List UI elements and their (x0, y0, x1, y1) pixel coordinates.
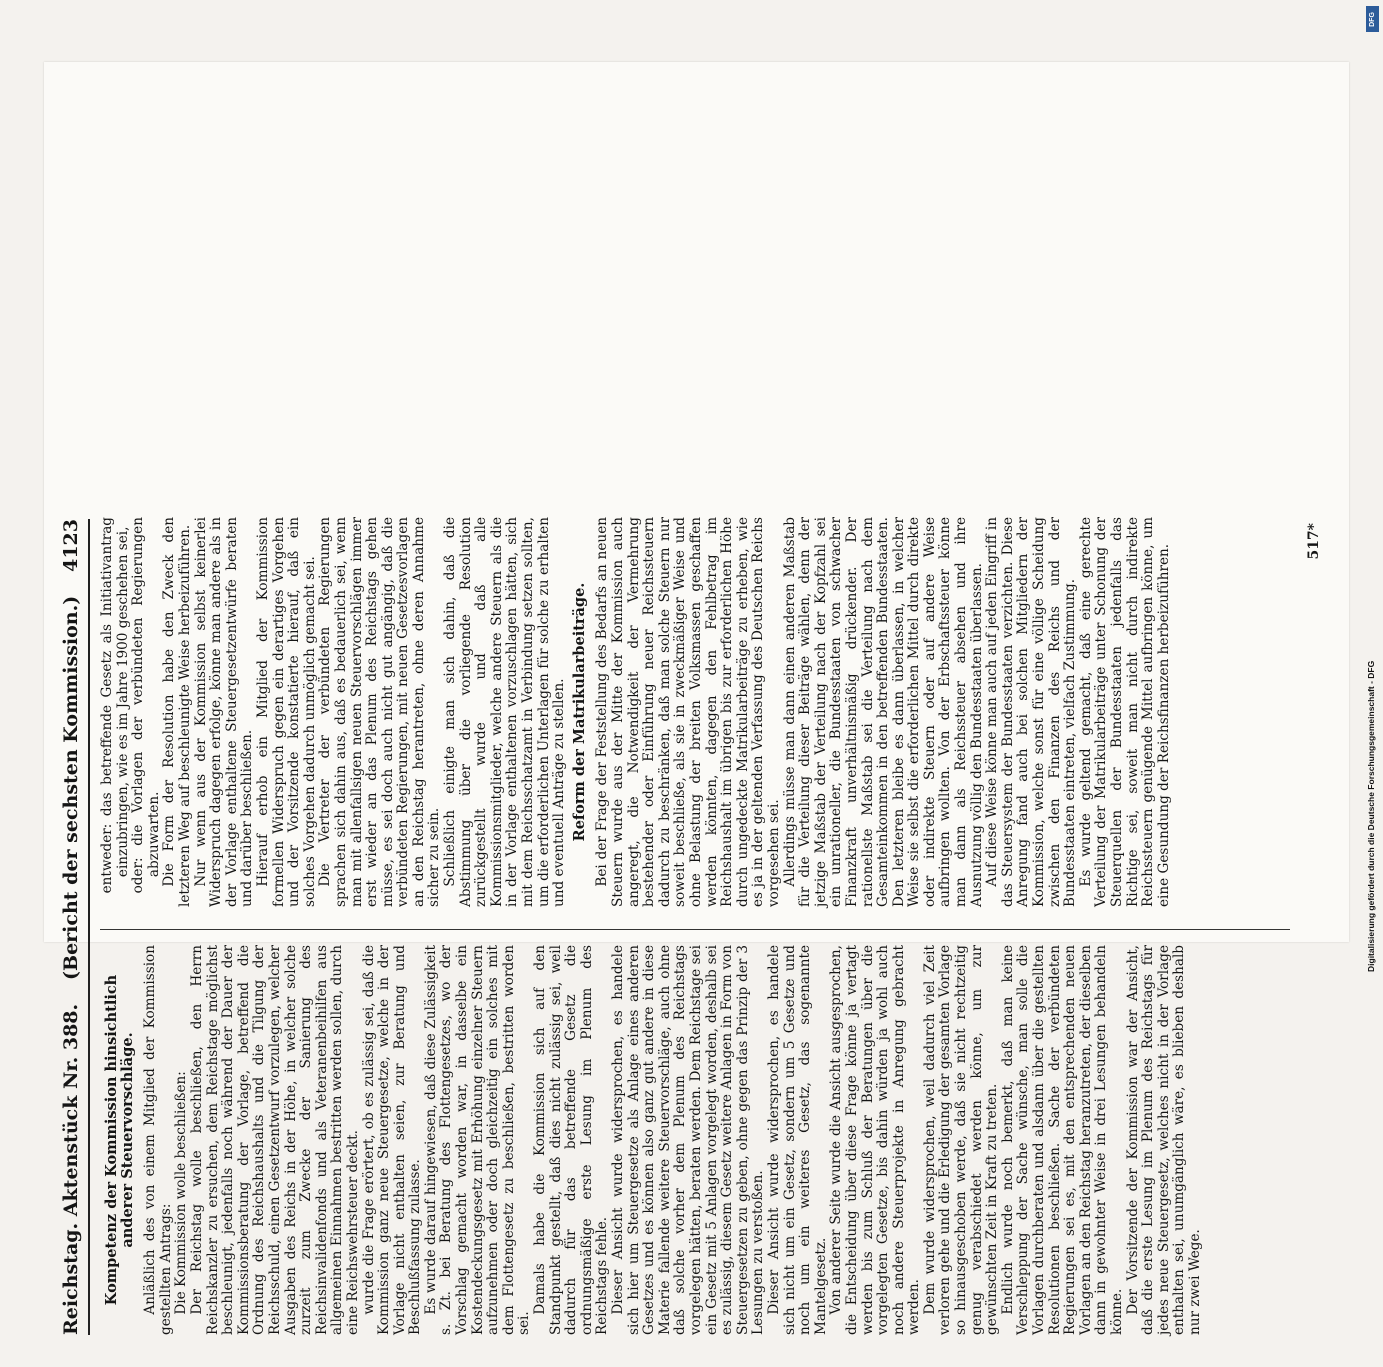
paragraph: wurde die Frage erörtert, ob es zulässig sei, daß die Kommission ganz neue Steuergesetze, welche in der Vorlage nicht enthalten seien, zur Beratung und Beschlußfassung zulasse. (360, 945, 424, 1335)
paragraph: entweder: das betreffende Gesetz als Initiativantrag einzubringen, wie es im Jahre 1900 geschehen sei, (99, 517, 131, 894)
right-column (100, 517, 1172, 907)
paragraph: Auf diese Weise könne man auch auf jeden Eingriff in das Steuersystem der Bundesstaaten verzichten. Diese Anregung fand auch bei solchen Mitgliedern der Kommission, welche sonst für eine völlige Scheidung zwischen den Finanzen des Reichs und der Bundesstaaten eintreten, vielfach Zustimmung. (984, 517, 1079, 907)
side-note (1366, 32, 1378, 972)
paragraph: Schließlich einigte man sich dahin, daß die Abstimmung über die vorliegende Resolution zurückgestellt wurde und daß alle Kommissionsmitglieder, welche andere Steuern als die in der Vorlage enthaltenen vorzuschlagen hätten, sich mit dem Reichsschatzamt in Verbindung setzen sollten, um die erforderlichen Unterlagen für solche zu erhalten und eventuell Anträge zu stellen. (442, 517, 568, 907)
paragraph: Die Form der Resolution habe den Zweck den letzteren Weg auf beschleunigte Weise herbeizuführen. (161, 517, 193, 907)
paragraph: Die Vertreter der verbündeten Regierungen sprachen sich dahin aus, daß es bedauerlich sei, wenn man mit allenfallsigen neuen Steuervorschlägen immer erst wieder an das Plenum des Reichstags gehen müsse, es sei doch auch nicht gut angängig, daß die verbündeten Regierungen, mit neuen Gesetzesvorlagen an den Reichstag herantreten, ohne deren Annahme sicher zu sein. (317, 517, 443, 907)
paragraph: Dieser Ansicht wurde widersprochen, es handele sich hier um Steuergesetze als Anlage eines anderen Gesetzes und es können also ganz gut andere in diese Materie fallende weitere Steuervorschläge, auch ohne daß solche vorher dem Plenum des Reichstags vorgelegen hätten, beraten werden. Dem Reichstage sei ein Gesetz mit 5 Anlagen vorgelegt worden, deshalb sei es zulässig, diesem Gesetz weitere Anlagen in Form von Steuergesetzen zu geben, ohne gegen das Prinzip der 3 Lesungen zu verstoßen. (610, 945, 767, 1335)
column-divider (100, 929, 1290, 930)
paragraph: Von anderer Seite wurde die Ansicht ausgesprochen, die Entscheidung über diese Frage könne ja vertagt werden bis zum Schluß der Beratungen über die vorgelegten Gesetze, bis dahin würden ja wohl auch noch andere Steuerprojekte in Anregung gebracht werden. (828, 945, 923, 1335)
paragraph: Allerdings müsse man dann einen anderen Maßstab für die Verteilung dieser Beiträge wählen, denn der jetzige Maßstab der Verteilung nach der Kopfzahl sei ein unrationeller, die Bundesstaaten von schwacher Finanzkraft unverhältnismäßig drückender. Der rationellste Maßstab sei die Verteilung nach dem Gesamteinkommen in den betreffenden Bundesstaaten. Den letzteren bleibe es dann überlassen, in welcher Weise sie selbst die erforderlichen Mittel durch direkte oder indirekte Steuern oder auf andere Weise aufbringen wollten. Von der Erbschaftssteuer könne man dann als Reichssteuer absehen und ihre Ausnutzung völlig den Bundesstaaten überlassen. (781, 517, 985, 907)
paragraph: Bei der Frage der Feststellung des Bedarfs an neuen Steuern wurde aus der Mitte der Kommission auch angeregt, die Notwendigkeit der Vermehrung bestehender oder Einführung neuer Reichssteuern dadurch zu beschränken, daß man solche Steuern nur soweit beschließe, als sie in zweckmäßiger Weise und ohne Belastung der breiten Volksmassen geschaffen werden könnten, dagegen den Fehlbetrag im Reichshaushalt im übrigen bis zur erforderlichen Höhe durch ungedeckte Matrikularbeiträge zu erheben, wie es ja in der geltenden Verfassung des Deutschen Reichs vorgesehen sei. (594, 517, 782, 907)
left-column (100, 945, 1204, 1335)
paragraph: Hierauf erhob ein Mitglied der Kommission formellen Widerspruch gegen ein derartiges Vorgehen und der Vorsitzende konstatierte hierauf, daß ein solches Vorgehen dadurch unmöglich gemacht sei. (254, 517, 318, 907)
paragraph: Dieser Ansicht wurde widersprochen, es handele sich nicht um ein Gesetz, sondern um 5 Gesetze und noch um ein weiteres Gesetz, das sogenannte Mantelgesetz. (765, 945, 829, 1335)
page-number: 4123 (60, 519, 82, 572)
paragraph: Anläßlich des von einem Mitglied der Kommission gestellten Antrags: (142, 945, 174, 1335)
page-header (54, 519, 90, 1335)
document-page (44, 62, 1349, 1335)
paragraph: Endlich wurde noch bemerkt, daß man keine Verschleppung der Sache wünsche, man solle die Vorlagen durchberaten und alsdann über die gestellten Resolutionen beschließen. Sache der verbündeten Regierungen sei es, mit den entsprechenden neuen Vorlagen an den Reichstag heranzutreten, der dieselben dann in gewohnter Weise in drei Lesungen behandeln könne. (999, 945, 1125, 1335)
paragraph: Damals habe die Kommission sich auf den Standpunkt gestellt, daß dies nicht zulässig sei, weil dadurch für das betreffende Gesetz die ordnungsmäßige erste Lesung im Plenum des Reichstags fehle. (532, 945, 611, 1335)
paragraph: Es wurde geltend gemacht, daß eine gerechte Verteilung der Matrikularbeiträge unter Schonung der Steuerquellen der Bundesstaaten jedenfalls das Richtige sei, soweit man nicht durch indirekte Reichssteuern genügende Mittel aufbringen könne, um eine Gesundung der Reichsfinanzen herbeizuführen. (1077, 517, 1172, 907)
header-left: Reichstag. Aktenstück Nr. 388. (60, 1003, 82, 1335)
rotated-page-content (44, 487, 1349, 1367)
dfg-logo (1366, 6, 1379, 32)
side-note-text: Digitalisierung gefördert durch die Deutsche Forschungsgemeinschaft - DFG (1366, 660, 1376, 972)
paragraph: Dem wurde widersprochen, weil dadurch viel Zeit verloren gehe und die Erledigung der gesamten Vorlage so hinausgeschoben werde, daß sie nicht rechtzeitig genug verabschiedet werden könne, um zur gewünschten Zeit in Kraft zu treten. (921, 945, 1001, 1335)
paragraph: Es wurde darauf hingewiesen, daß diese Zulässigkeit s. Zt. bei Beratung des Flottengesetzes, wo der Vorschlag gemacht worden war, in dasselbe ein Kostendeckungsgesetz mit Erhöhung einzelner Steuern aufzunehmen oder doch gleichzeitig ein solches mit dem Flottengesetz zu beschließen, bestritten worden sei. (422, 945, 533, 1335)
sheet-mark: 517* (1306, 523, 1322, 560)
paragraph: Die Kommission wolle beschließen: (173, 1071, 190, 1315)
header-center: (Bericht der sechsten Kommission.) (60, 595, 82, 980)
paragraph: Nur wenn aus der Kommission selbst keinerlei Widerspruch dagegen erfolge, könne man andere als in der Vorlage enthaltene Steuergesetzentwürfe beraten und darüber beschließen. (192, 517, 256, 907)
section-heading: Kompetenz der Kommission hinsichtlich anderer Steuervorschläge. (103, 974, 136, 1306)
paragraph: Der Vorsitzende der Kommission war der Ansicht, daß die erste Lesung im Plenum des Reichstags für jedes neue Steuergesetz, welches nicht in der Vorlage enthalten sei, unumgänglich wäre, es blieben deshalb nur zwei Wege. (1124, 945, 1203, 1335)
section-heading: Reform der Matrikularbeiträge. (570, 582, 588, 842)
paragraph: oder: die Vorlagen der verbündeten Regierungen abzuwarten. (130, 517, 162, 894)
dfg-logo-text: DFG (1369, 11, 1376, 27)
paragraph: Der Reichstag wolle beschließen, den Herrn Reichskanzler zu ersuchen, dem Reichstage möglichst beschleunigt, jedenfalls noch während der Dauer der Kommissionsberatung der Vorlage, betreffend die Ordnung des Reichshaushalts und die Tilgung der Reichsschuld, einen Gesetzentwurf vorzulegen, welcher Ausgaben des Reichs in der Höhe, in welcher solche zurzeit zum Zwecke der Sanierung des Reichsinvalidenfonds und als Veteranenbeihilfen aus allgemeinen Einnahmen bestritten werden sollen, durch eine Reichswehrsteuer deckt. (188, 945, 361, 1335)
